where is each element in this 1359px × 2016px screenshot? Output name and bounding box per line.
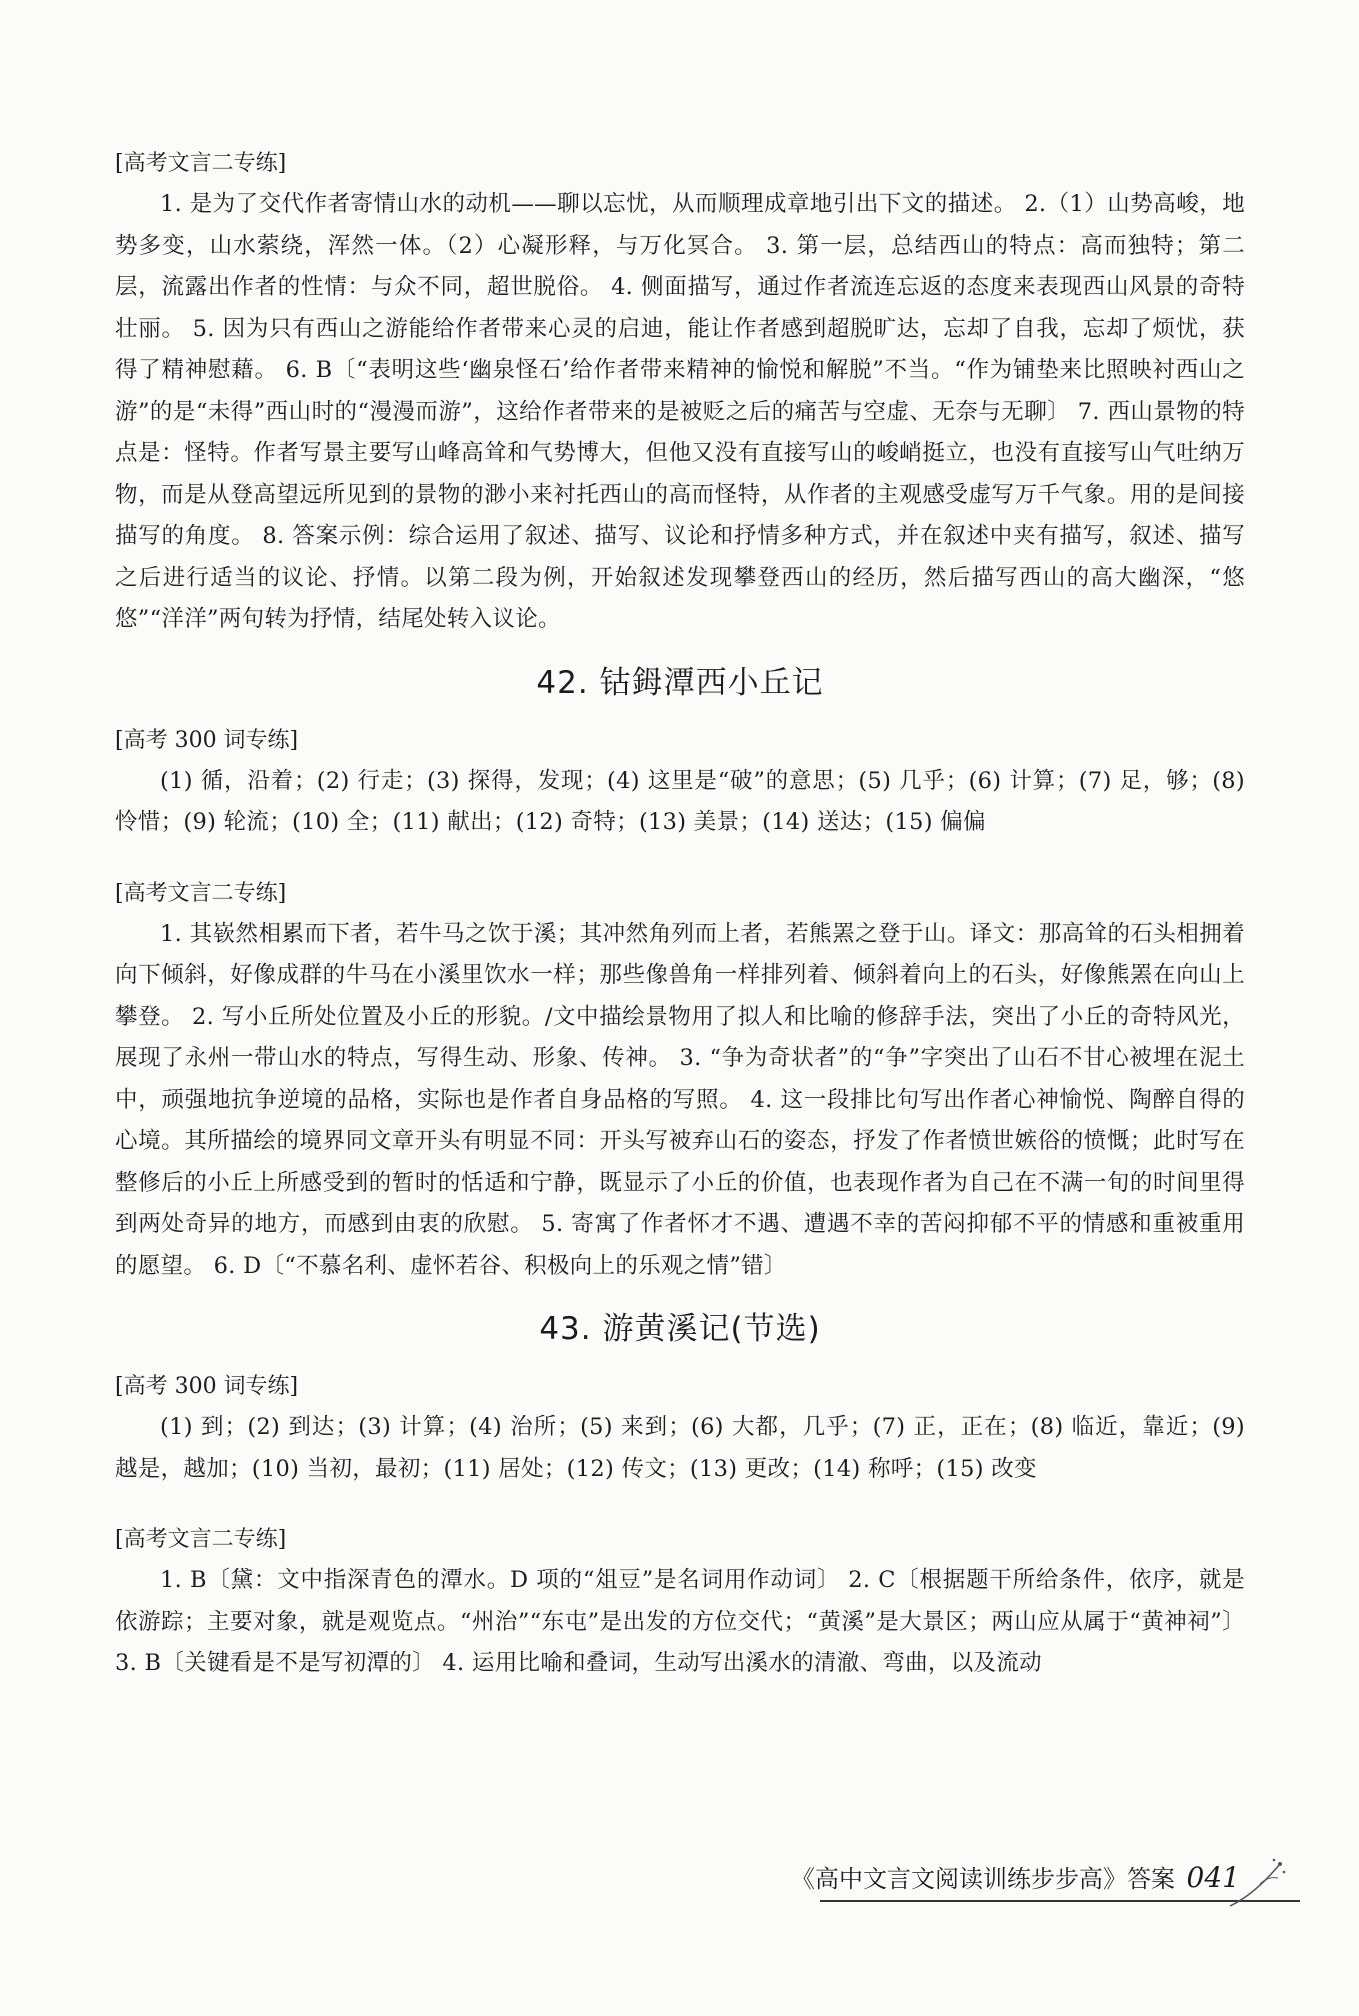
section-label: [高考文言二专练] [115, 1527, 287, 1552]
answer-content [115, 148, 1245, 1685]
vocab-paragraph: (1) 循，沿着；(2) 行走；(3) 探得，发现；(4) 这里是“破”的意思；(5) 几乎；(6) 计算；(7) 足，够；(8) 怜惜；(9) 轮流；(10) 全；(11) 献出；(12) 奇特；(13) 美景；(14) 送达；(15) 偏偏 [115, 767, 1245, 835]
section-label: [高考 300 词专练] [115, 727, 299, 753]
section-label: [高考文言二专练] [115, 880, 287, 906]
vocab-paragraph: (1) 到；(2) 到达；(3) 计算；(4) 治所；(5) 来到；(6) 大都，几乎；(7) 正，正在；(8) 临近，靠近；(9) 越是，越加；(10) 当初，最初；(11) 居处；(12) 传文；(13) 更改；(14) 称呼；(15) 改变 [115, 1414, 1245, 1482]
page-footer [791, 1854, 1300, 1914]
page-number: 041 [1186, 1861, 1240, 1894]
book-title: 《高中文言文阅读训练步步高》答案 [791, 1865, 1175, 1893]
section-label: [高考文言二专练] [115, 151, 287, 176]
answer-paragraph: 1. 是为了交代作者寄情山水的动机——聊以忘忧，从而顺理成章地引出下文的描述。 2.（1）山势高峻，地势多变，山水萦绕，浑然一体。（2）心凝形释，与万化冥合。 3. 第一层，总结西山的特点：高而独特；第二层，流露出作者的性情：与众不同，超世脱俗。 4. 侧面描写，通过作者流连忘返的态度来表现西山风景的奇特壮丽。 5. 因为只有西山之游能给作者带来心灵的启迪，能让作者感到超脱旷达，忘却了自我，忘却了烦忧，获得了精神慰藉。 6. B〔“表明这些‘幽泉怪石’给作者带来精神的愉悦和解脱”不当。“作为铺垫来比照映衬西山之游”的是“未得”西山时的“漫漫而游”，这给作者带来的是被贬之后的痛苦与空虚、无奈与无聊〕 7. 西山景物的特点是：怪特。作者写景主要写山峰高耸和气势博大，但他又没有直接写山的峻峭挺立，也没有直接写山气吐纳万物，而是从登高望远所见到的景物的渺小来衬托西山的高而怪特，从作者的主观感受虚写万千气象。用的是间接描写的角度。 8. 答案示例：综合运用了叙述、描写、议论和抒情多种方式，并在叙述中夹有描写，叙述、描写之后进行适当的议论、抒情。以第二段为例，开始叙述发现攀登西山的经历，然后描写西山的高大幽深，“悠悠”“洋洋”两句转为抒情，结尾处转入议论。 [115, 191, 1245, 632]
flourish-icon [1220, 1854, 1290, 1914]
answer-paragraph: 1. B〔黛：文中指深青色的潭水。D 项的“俎豆”是名词用作动词〕 2. C〔根据题干所给条件，依序，就是依游踪；主要对象，就是观览点。“州治”“东屯”是出发的方位交代；“黄溪”是大景区；两山应从属于“黄神祠”〕 3. B〔关键看是不是写初潭的〕 4. 运用比喻和叠词，生动写出溪水的清澈、弯曲，以及流动 [115, 1567, 1245, 1676]
section-label: [高考 300 词专练] [115, 1374, 299, 1399]
chapter-title: 43. 游黄溪记(节选) [539, 1311, 821, 1347]
chapter-title: 42. 钴鉧潭西小丘记 [536, 664, 824, 701]
answer-paragraph: 1. 其嵚然相累而下者，若牛马之饮于溪；其冲然角列而上者，若熊罴之登于山。译文：那高耸的石头相拥着向下倾斜，好像成群的牛马在小溪里饮水一样；那些像兽角一样排列着、倾斜着向上的石头，好像熊罴在向山上攀登。 2. 写小丘所处位置及小丘的形貌。/文中描绘景物用了拟人和比喻的修辞手法，突出了小丘的奇特风光，展现了永州一带山水的特点，写得生动、形象、传神。 3. “争为奇状者”的“争”字突出了山石不甘心被埋在泥土中，顽强地抗争逆境的品格，实际也是作者自身品格的写照。 4. 这一段排比句写出作者心神愉悦、陶醉自得的心境。其所描绘的境界同文章开头有明显不同：开头写被弃山石的姿态，抒发了作者愤世嫉俗的愤慨；此时写在整修后的小丘上所感受到的暂时的恬适和宁静，既显示了小丘的价值，也表现作者为自己在不满一旬的时间里得到两处奇异的地方，而感到由衷的欣慰。 5. 寄寓了作者怀才不遇、遭遇不幸的苦闷抑郁不平的情感和重被重用的愿望。 6. D〔“不慕名利、虚怀若谷、积极向上的乐观之情”错〕 [115, 920, 1245, 1279]
